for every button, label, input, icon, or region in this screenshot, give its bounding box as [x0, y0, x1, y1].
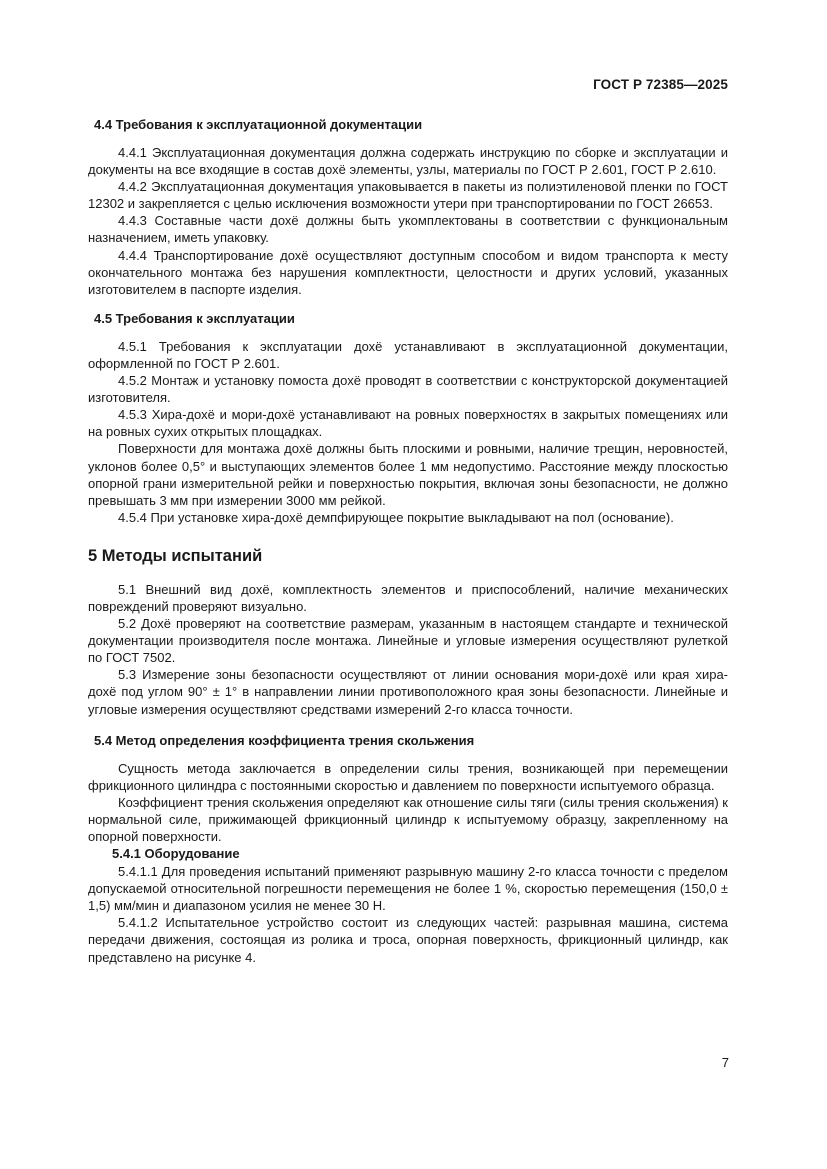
document-id: ГОСТ Р 72385—2025 — [593, 77, 728, 92]
paragraph-4-5-1: 4.5.1 Требования к эксплуатации дохё устанавливают в эксплуатационной документации, оформленной по ГОСТ Р 2.601. — [88, 338, 728, 371]
paragraph-surfaces: Поверхности для монтажа дохё должны быть плоскими и ровными, наличие трещин, неровностей, уклонов более 0,5° и выступающих элементов более 1 мм недопустимо. Расстояние между плоскостью опорной грани измерительной рейки и поверхностью покрытия, включая зоны безопасности, не должно превышать 3 мм при измерении 3000 мм рейкой. — [88, 441, 728, 508]
page-number: 7 — [721, 1055, 729, 1070]
section-5-4-1-heading: 5.4.1 Оборудование — [112, 846, 240, 862]
paragraph-5-3: 5.3 Измерение зоны безопасности осуществляют от линии основания мори-дохё или края хира-дохё под углом 90° ± 1° в направлении линии противоположного края зоны безопасности. Линейные и угловые измерения осуществляют средствами измерений 2-го класса точности. — [88, 667, 728, 717]
paragraph-5-1: 5.1 Внешний вид дохё, комплектность элементов и приспособлений, наличие механических повреждений проверяют визуально. — [88, 581, 728, 614]
paragraph-4-5-2: 4.5.2 Монтаж и установку помоста дохё проводят в соответствии с конструкторской документацией изготовителя. — [88, 373, 728, 406]
section-5-4-heading: 5.4 Метод определения коэффициента трения скольжения — [94, 732, 475, 748]
paragraph-4-4-2: 4.4.2 Эксплуатационная документация упаковывается в пакеты из полиэтиленовой пленки по ГОСТ 12302 и закрепляется с целью исключения возможности утери при транспортировании по ГОСТ 26653. — [88, 179, 728, 212]
paragraph-4-5-4: 4.5.4 При установке хира-дохё демпфирующее покрытие выкладывают на пол (основание). — [118, 509, 674, 525]
paragraph-friction-coefficient: Коэффициент трения скольжения определяют как отношение силы тяги (силы трения скольжения) к нормальной силе, прижимающей фрикционный цилиндр к испытуемому образцу, закрепленному на опорной поверхности. — [88, 794, 728, 844]
paragraph-4-5-3: 4.5.3 Хира-дохё и мори-дохё устанавливают на ровных поверхностях в закрытых помещениях или на ровных сухих открытых площадках. — [88, 407, 728, 440]
section-4-4-heading: 4.4 Требования к эксплуатационной документации — [94, 117, 423, 132]
paragraph-5-4-1-1: 5.4.1.1 Для проведения испытаний применяют разрывную машину 2-го класса точности с пределом допускаемой относительной погрешности перемещения не более 1 %, скоростью перемещения (150,0 ± 1,5) мм/мин и диапазоном усилия не менее 30 Н. — [88, 864, 728, 914]
section-5-heading: 5 Методы испытаний — [88, 546, 263, 565]
paragraph-method-essence: Сущность метода заключается в определении силы трения, возникающей при перемещении фрикционного цилиндра с постоянными скоростью и давлением по поверхности испытуемого образца. — [88, 760, 728, 793]
paragraph-4-4-3: 4.4.3 Составные части дохё должны быть укомплектованы в соответствии с функциональным назначением, иметь упаковку. — [88, 213, 728, 246]
paragraph-5-2: 5.2 Дохё проверяют на соответствие размерам, указанным в настоящем стандарте и технической документации производителя после монтажа. Линейные и угловые измерения осуществляют рулеткой по ГОСТ 7502. — [88, 616, 728, 666]
section-4-5-heading: 4.5 Требования к эксплуатации — [94, 310, 295, 326]
paragraph-5-4-1-2: 5.4.1.2 Испытательное устройство состоит из следующих частей: разрывная машина, система передачи движения, состоящая из ролика и троса, опорная поверхность, фрикционный цилиндр, как представлено на рисунке 4. — [88, 915, 728, 965]
paragraph-4-4-4: 4.4.4 Транспортирование дохё осуществляют доступным способом и видом транспорта к месту окончательного монтажа без нарушения комплектности, целостности и других условий, указанных изготовителем в паспорте изделия. — [88, 247, 728, 297]
paragraph-4-4-1: 4.4.1 Эксплуатационная документация должна содержать инструкцию по сборке и эксплуатации и документы на все входящие в состав дохё элементы, узлы, материалы по ГОСТ Р 2.601, ГОСТ Р 2.610. — [88, 145, 728, 178]
page-content — [88, 116, 728, 966]
